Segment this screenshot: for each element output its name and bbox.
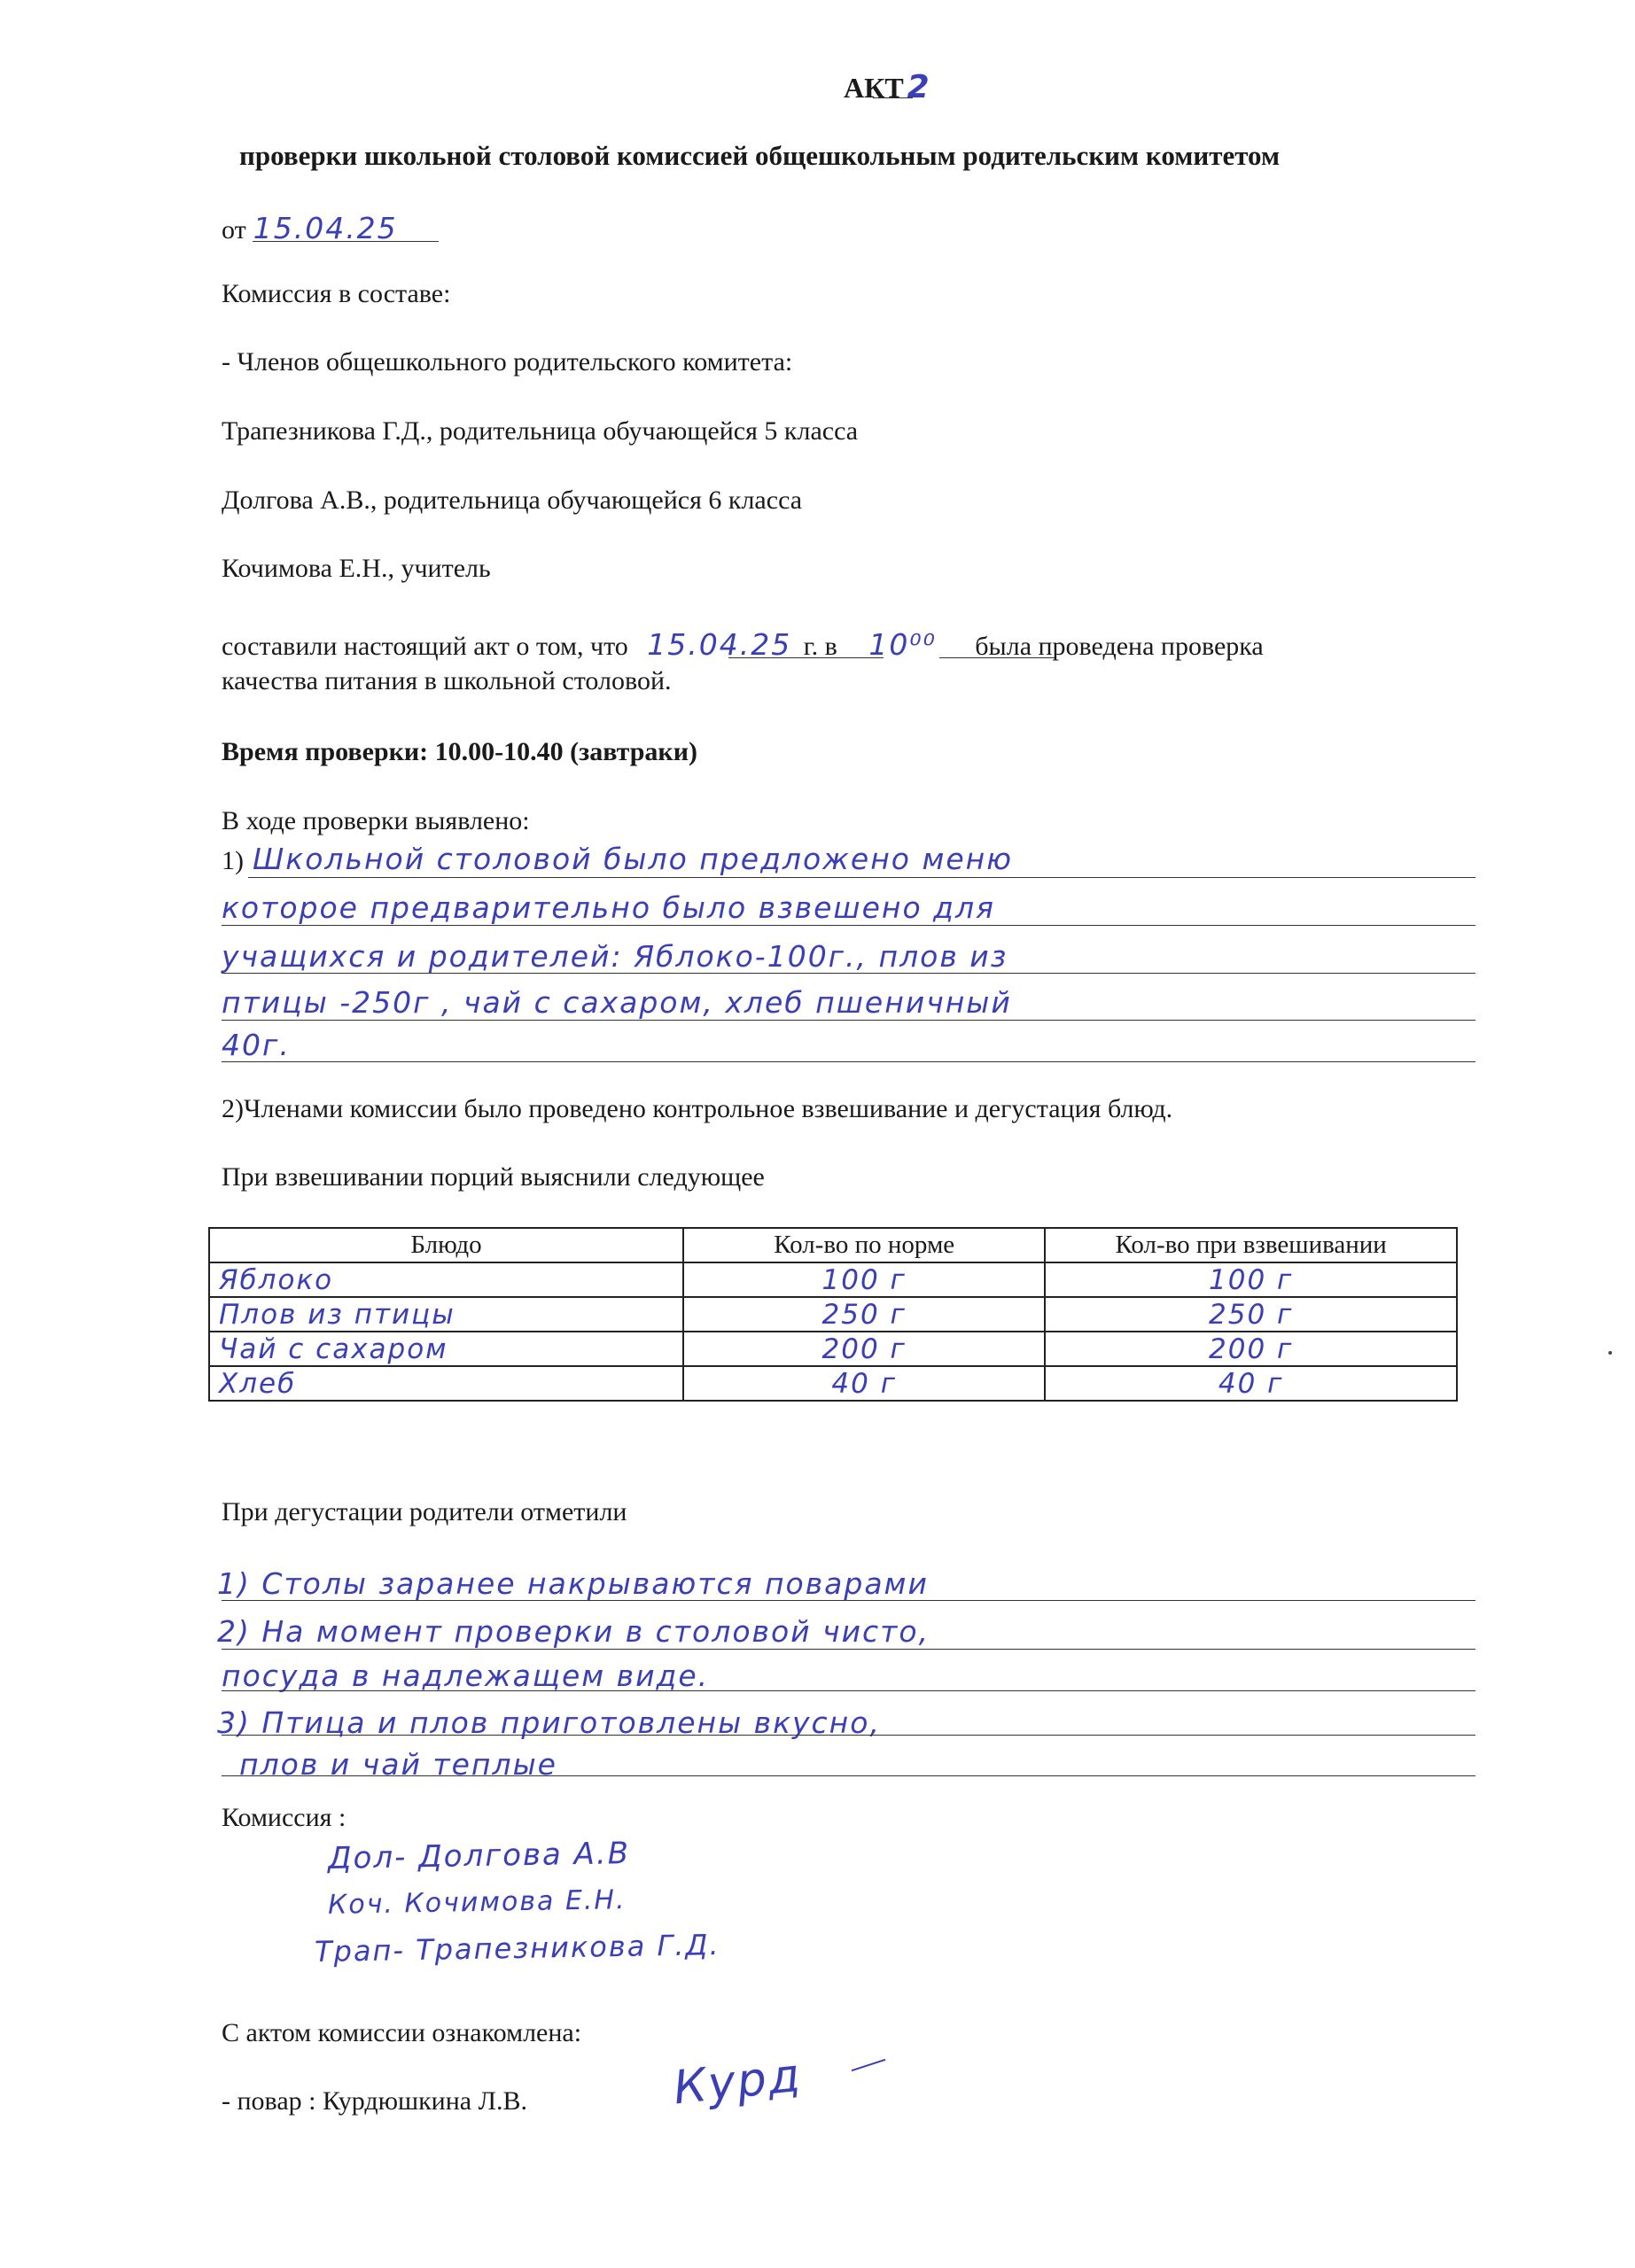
weighing-table — [208, 1227, 1458, 1402]
findings-rule-1 — [248, 877, 1475, 878]
tasting-line-1: 1) Столы заранее накрываются поварами — [217, 1566, 929, 1601]
table-cell-norm: 200 г — [683, 1332, 1045, 1366]
statement-time-underline — [939, 657, 1055, 658]
member-2: Долгова А.В., родительница обучающейся 6 класса — [222, 485, 803, 515]
tasting-rule-2 — [222, 1649, 1475, 1650]
commission-label: Комиссия в составе: — [222, 279, 451, 308]
table-cell-weighed: 200 г — [1045, 1332, 1457, 1366]
signature-1: Дол- Долгова А.В — [327, 1836, 631, 1876]
table-row — [209, 1366, 1457, 1401]
tasting-line-3: посуда в надлежащем виде. — [222, 1658, 710, 1693]
findings-rule-2 — [222, 925, 1475, 926]
tasting-rule-1 — [222, 1600, 1475, 1601]
table-header-row — [209, 1228, 1457, 1262]
findings-line-5: 40г. — [222, 1028, 291, 1062]
tasting-rule-4 — [222, 1735, 1475, 1736]
findings-line-4: птицы -250г , чай с сахаром, хлеб пшеничный — [222, 985, 1012, 1020]
tasting-line-4: 3) Птица и плов приготовлены вкусно, — [217, 1705, 881, 1740]
cook-line: - повар : Курдюшкина Л.В. — [222, 2086, 527, 2116]
table-cell-dish: Хлеб — [209, 1366, 683, 1401]
signatures-label: Комиссия : — [222, 1803, 346, 1832]
table-cell-weighed: 100 г — [1045, 1262, 1457, 1297]
table-row — [209, 1332, 1457, 1366]
act-number: 2 — [907, 69, 931, 105]
acknowledge-label: С актом комиссии ознакомлена: — [222, 2018, 582, 2047]
act-number-underline — [873, 97, 913, 98]
statement-part2: г. в — [803, 632, 837, 661]
findings-label: В ходе проверки выявлено: — [222, 806, 530, 835]
members-heading: - Членов общешкольного родительского комитета: — [222, 347, 793, 377]
table-header-norm: Кол-во по норме — [683, 1228, 1045, 1262]
member-1: Трапезникова Г.Д., родительница обучающейся 5 класса — [222, 416, 859, 446]
signature-3: Трап- Трапезникова Г.Д. — [314, 1928, 720, 1969]
check-time: Время проверки: 10.00-10.40 (завтраки) — [222, 737, 697, 766]
tasting-line-5: плов и чай теплые — [239, 1747, 557, 1782]
tasting-rule-3 — [222, 1690, 1475, 1691]
table-cell-dish: Яблоко — [209, 1262, 683, 1297]
statement-part3: была проведена проверка — [975, 632, 1264, 661]
act-title — [844, 69, 931, 105]
table-cell-norm: 40 г — [683, 1366, 1045, 1401]
findings-rule-5 — [222, 1061, 1475, 1062]
statement-part1: составили настоящий акт о том, что — [222, 632, 628, 661]
table-row — [209, 1297, 1457, 1332]
findings-item1-prefix: 1) — [222, 846, 244, 875]
findings-line-3: учащихся и родителей: Яблоко-100г., плов из — [222, 939, 1008, 974]
findings-rule-4 — [222, 1020, 1475, 1021]
statement-date-underline — [728, 657, 884, 658]
findings-line-2: которое предварительно было взвешено для — [222, 890, 995, 925]
act-title-text: АКТ — [844, 72, 904, 104]
table-cell-dish: Плов из птицы — [209, 1297, 683, 1332]
date-underline — [253, 241, 439, 242]
date-value: 15.04.25 — [253, 211, 398, 245]
member-3: Кочимова Е.Н., учитель — [222, 554, 491, 583]
findings-item-2: 2)Членами комиссии было проведено контрольное взвешивание и дегустация блюд. — [222, 1094, 1173, 1123]
act-subtitle: проверки школьной столовой комиссией общешкольным родительским комитетом — [239, 140, 1281, 171]
tasting-label: При дегустации родители отметили — [222, 1497, 627, 1526]
date-prefix: от — [222, 215, 246, 245]
statement-line-2: качества питания в школьной столовой. — [222, 666, 672, 695]
tasting-line-2: 2) На момент проверки в столовой чисто, — [217, 1614, 930, 1649]
statement-time: 10⁰⁰ — [868, 627, 937, 662]
findings-line-1: Школьной столовой было предложено меню — [253, 842, 1014, 876]
table-row — [209, 1262, 1457, 1297]
weighing-label: При взвешивании порций выяснили следующее — [222, 1162, 765, 1192]
table-header-weighed: Кол-во при взвешивании — [1045, 1228, 1457, 1262]
margin-speck — [1608, 1351, 1612, 1355]
table-cell-dish: Чай с сахаром — [209, 1332, 683, 1366]
table-header-dish: Блюдо — [209, 1228, 683, 1262]
table-cell-weighed: 40 г — [1045, 1366, 1457, 1401]
signature-2: Коч. Кочимова Е.Н. — [327, 1884, 627, 1921]
table-cell-weighed: 250 г — [1045, 1297, 1457, 1332]
cook-signature: Курд — [671, 2048, 805, 2116]
findings-rule-3 — [222, 973, 1475, 974]
cook-signature-dash — [852, 2059, 886, 2071]
table-cell-norm: 100 г — [683, 1262, 1045, 1297]
table-cell-norm: 250 г — [683, 1297, 1045, 1332]
tasting-rule-5 — [222, 1775, 1475, 1776]
statement-date: 15.04.25 — [647, 627, 792, 662]
